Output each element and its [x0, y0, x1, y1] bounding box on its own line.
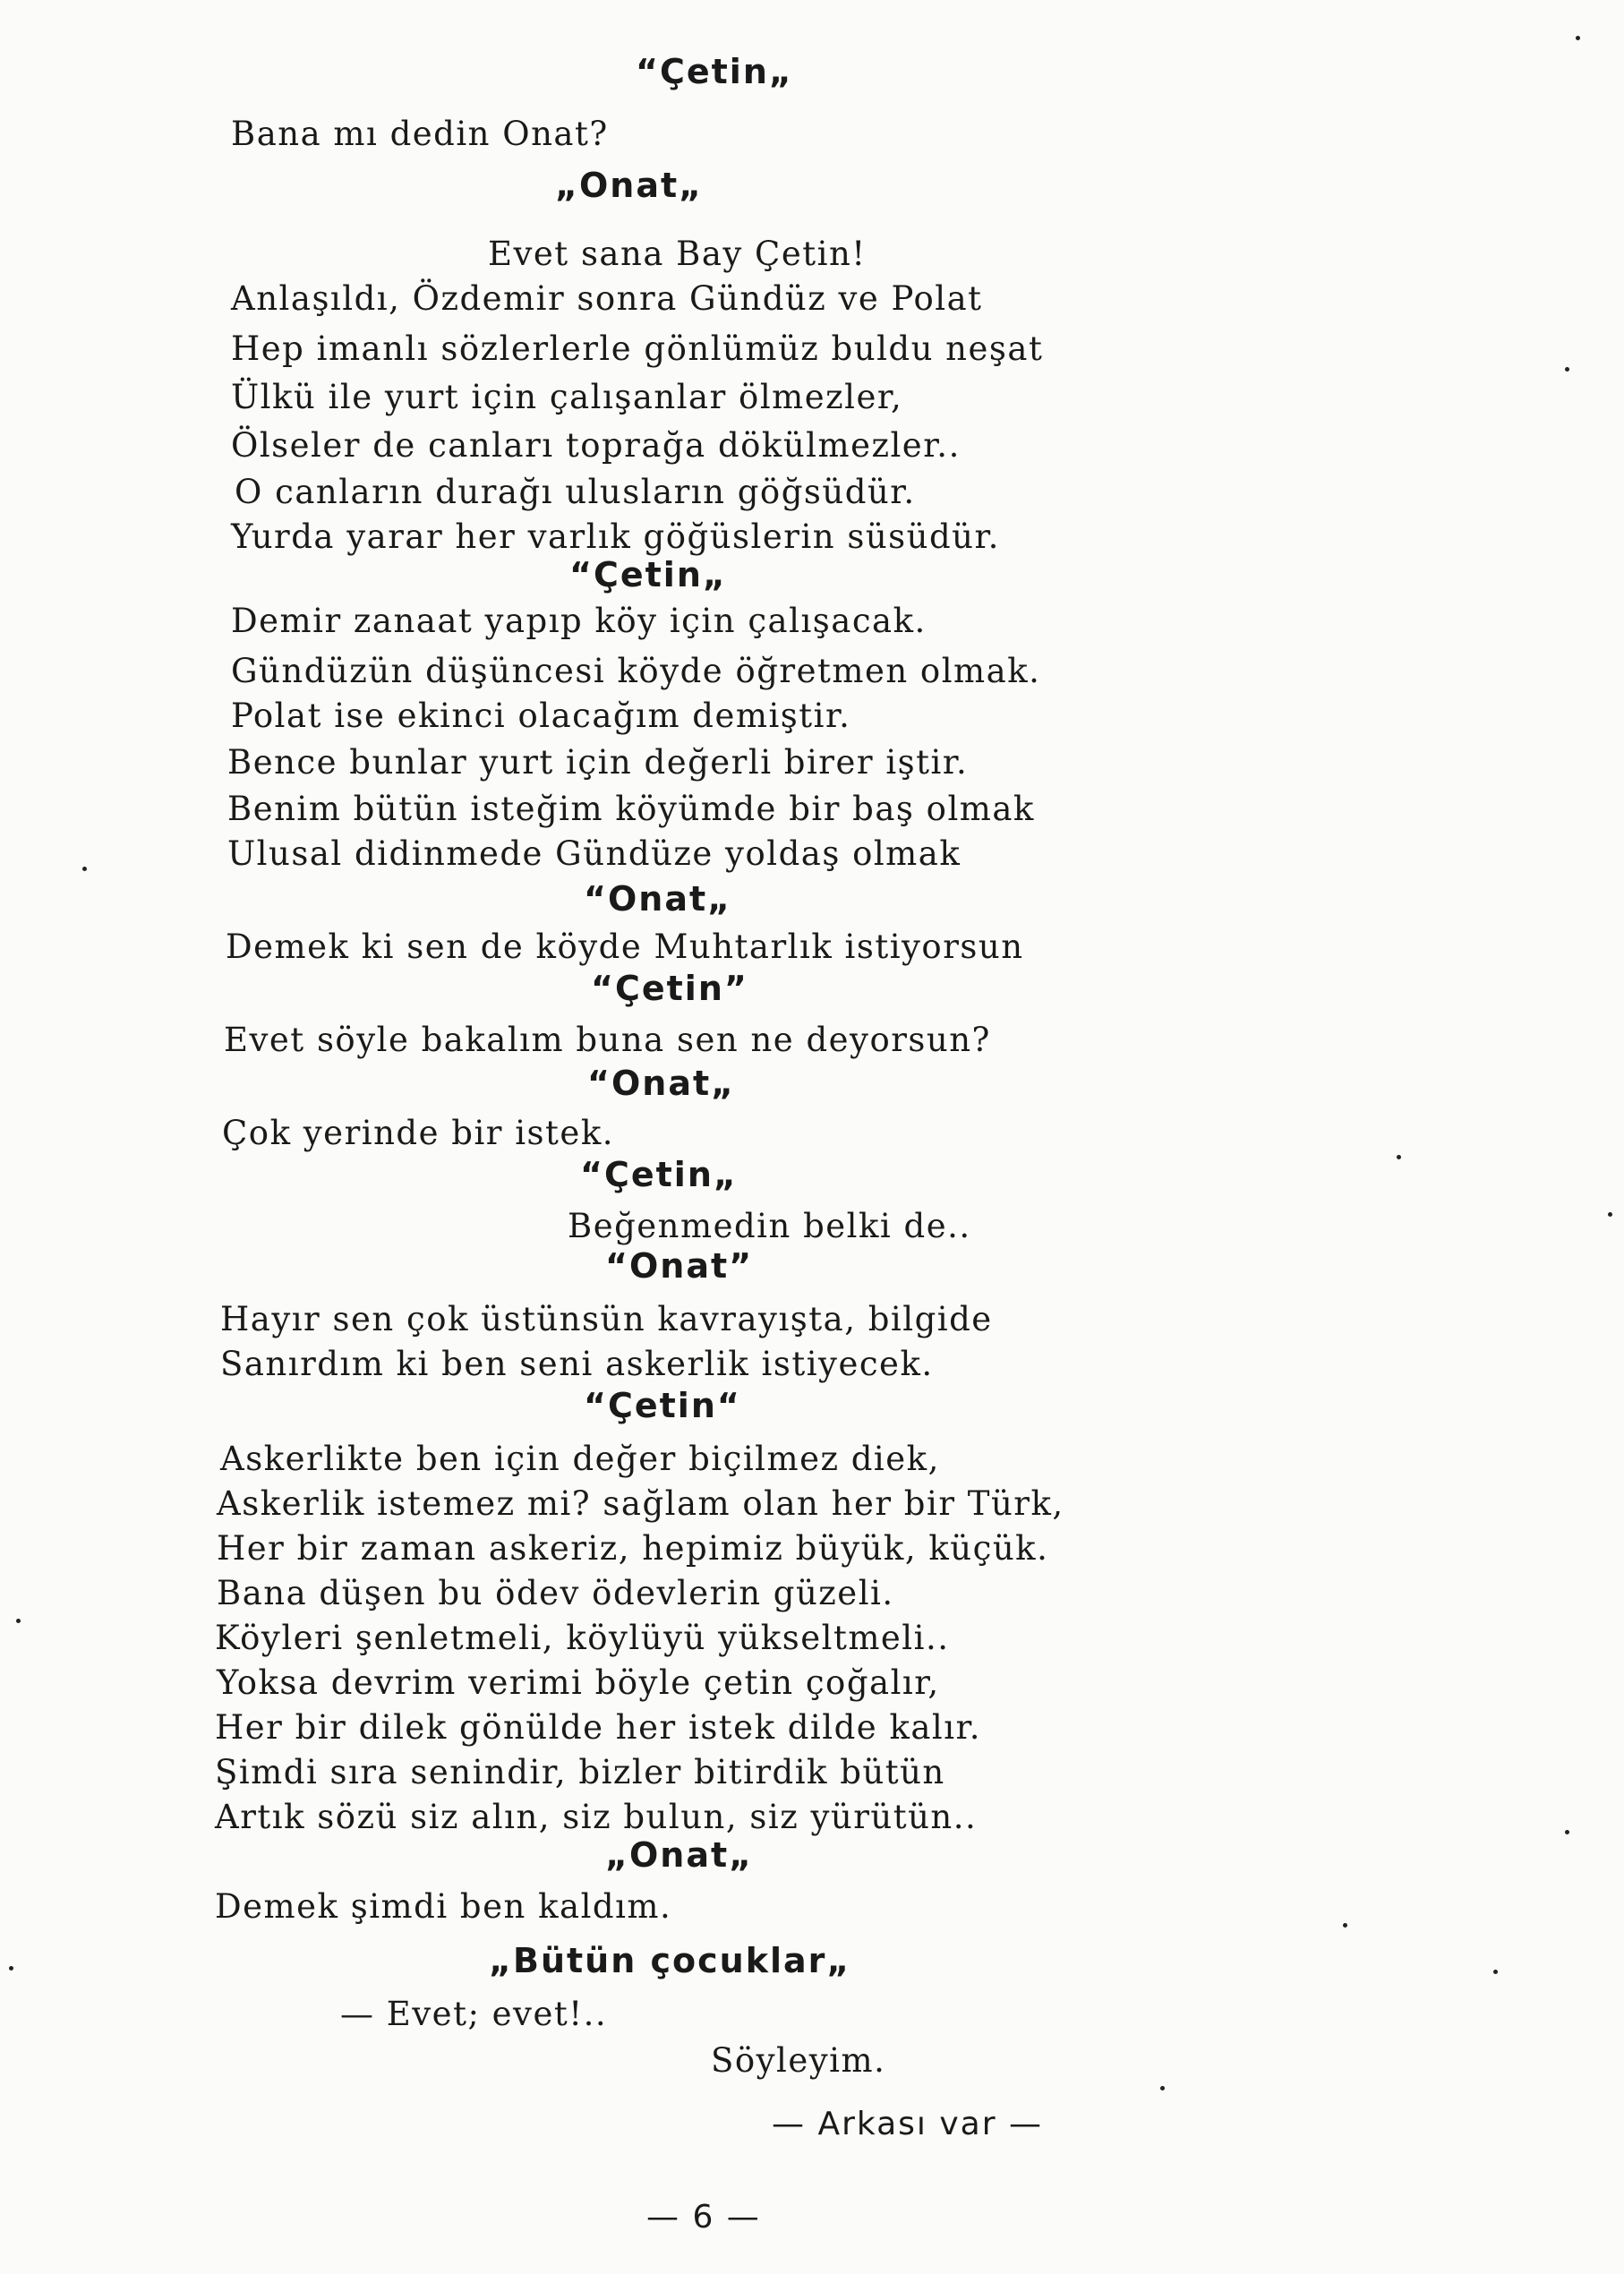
text-line: Bana mı dedin Onat? — [231, 115, 609, 153]
scan-speck — [16, 1619, 21, 1623]
scan-speck — [9, 1966, 13, 1971]
continued-note: — Arkası var — — [772, 2106, 1043, 2142]
speaker-heading: “Onat„ — [584, 879, 732, 919]
text-line: Demir zanaat yapıp köy için çalışacak. — [231, 602, 927, 640]
signature-line: Söyleyim. — [711, 2041, 886, 2080]
speaker-heading: “Çetin„ — [636, 52, 793, 91]
text-line: Şimdi sıra senindir, bizler bitirdik bütün — [215, 1753, 945, 1791]
text-line: Bence bunlar yurt için değerli birer iştir. — [227, 743, 969, 782]
text-line: O canların durağı ulusların göğsüdür. — [235, 473, 916, 511]
speaker-heading: “Çetin“ — [584, 1386, 741, 1425]
text-line: Her bir zaman askeriz, hepimiz büyük, küçük. — [217, 1529, 1049, 1568]
text-line: Artık sözü siz alın, siz bulun, siz yürütün.. — [215, 1798, 978, 1836]
text-line: Ülkü ile yurt için çalışanlar ölmezler, — [231, 378, 903, 416]
page-number: — 6 — — [646, 2199, 761, 2236]
text-line: Ulusal didinmede Gündüze yoldaş olmak — [227, 834, 962, 873]
text-line: Hep imanlı sözlerlerle gönlümüz buldu neşat — [231, 329, 1044, 368]
text-line: Her bir dilek gönülde her istek dilde kalır. — [215, 1708, 981, 1747]
text-line: Bana düşen bu ödev ödevlerin güzeli. — [217, 1574, 894, 1612]
text-line: — Evet; evet!.. — [340, 1995, 608, 2033]
text-line: Anlaşıldı, Özdemir sonra Gündüz ve Polat — [231, 279, 983, 318]
speaker-heading: „Onat„ — [555, 166, 704, 205]
scan-speck — [1565, 1830, 1569, 1834]
scan-speck — [1397, 1155, 1401, 1159]
text-line: Sanırdım ki ben seni askerlik istiyecek. — [220, 1345, 934, 1383]
speaker-heading: „Onat„ — [605, 1835, 754, 1875]
scan-speck — [1608, 1212, 1612, 1217]
speaker-heading: “Onat„ — [587, 1064, 736, 1103]
scan-speck — [82, 867, 87, 871]
text-line: Evet söyle bakalım buna sen ne deyorsun? — [224, 1021, 991, 1059]
scan-speck — [1493, 1970, 1498, 1974]
scan-speck — [1343, 1923, 1347, 1928]
text-line: Polat ise ekinci olacağım demiştir. — [231, 697, 851, 735]
text-line: Hayır sen çok üstünsün kavrayışta, bilgide — [220, 1300, 993, 1338]
text-line: Beğenmedin belki de.. — [568, 1207, 971, 1245]
text-line: Yurda yarar her varlık göğüslerin süsüdür. — [231, 517, 1000, 556]
scan-speck — [1160, 2086, 1165, 2090]
text-line: Demek şimdi ben kaldım. — [215, 1887, 672, 1926]
speaker-heading: „Bütün çocuklar„ — [489, 1941, 851, 1980]
text-line: Demek ki sen de köyde Muhtarlık istiyorsun — [226, 928, 1024, 966]
speaker-heading: “Onat” — [605, 1246, 754, 1286]
text-line: Askerlikte ben için değer biçilmez diek, — [220, 1440, 940, 1478]
text-line: Benim bütün isteğim köyümde bir baş olmak — [227, 790, 1035, 828]
speaker-heading: “Çetin” — [591, 969, 748, 1008]
scan-speck — [1565, 367, 1569, 372]
text-line: Yoksa devrim verimi böyle çetin çoğalır, — [217, 1663, 940, 1702]
speaker-heading: “Çetin„ — [569, 555, 727, 594]
text-line: Köyleri şenletmeli, köylüyü yükseltmeli.. — [215, 1619, 950, 1657]
scan-speck — [1576, 36, 1580, 40]
speaker-heading: “Çetin„ — [580, 1155, 738, 1194]
text-line: Evet sana Bay Çetin! — [488, 235, 867, 273]
text-line: Ölseler de canları toprağa dökülmezler.. — [231, 426, 961, 465]
text-line: Askerlik istemez mi? sağlam olan her bir Türk, — [217, 1484, 1064, 1523]
text-line: Gündüzün düşüncesi köyde öğretmen olmak. — [231, 652, 1041, 690]
text-line: Çok yerinde bir istek. — [222, 1114, 614, 1152]
